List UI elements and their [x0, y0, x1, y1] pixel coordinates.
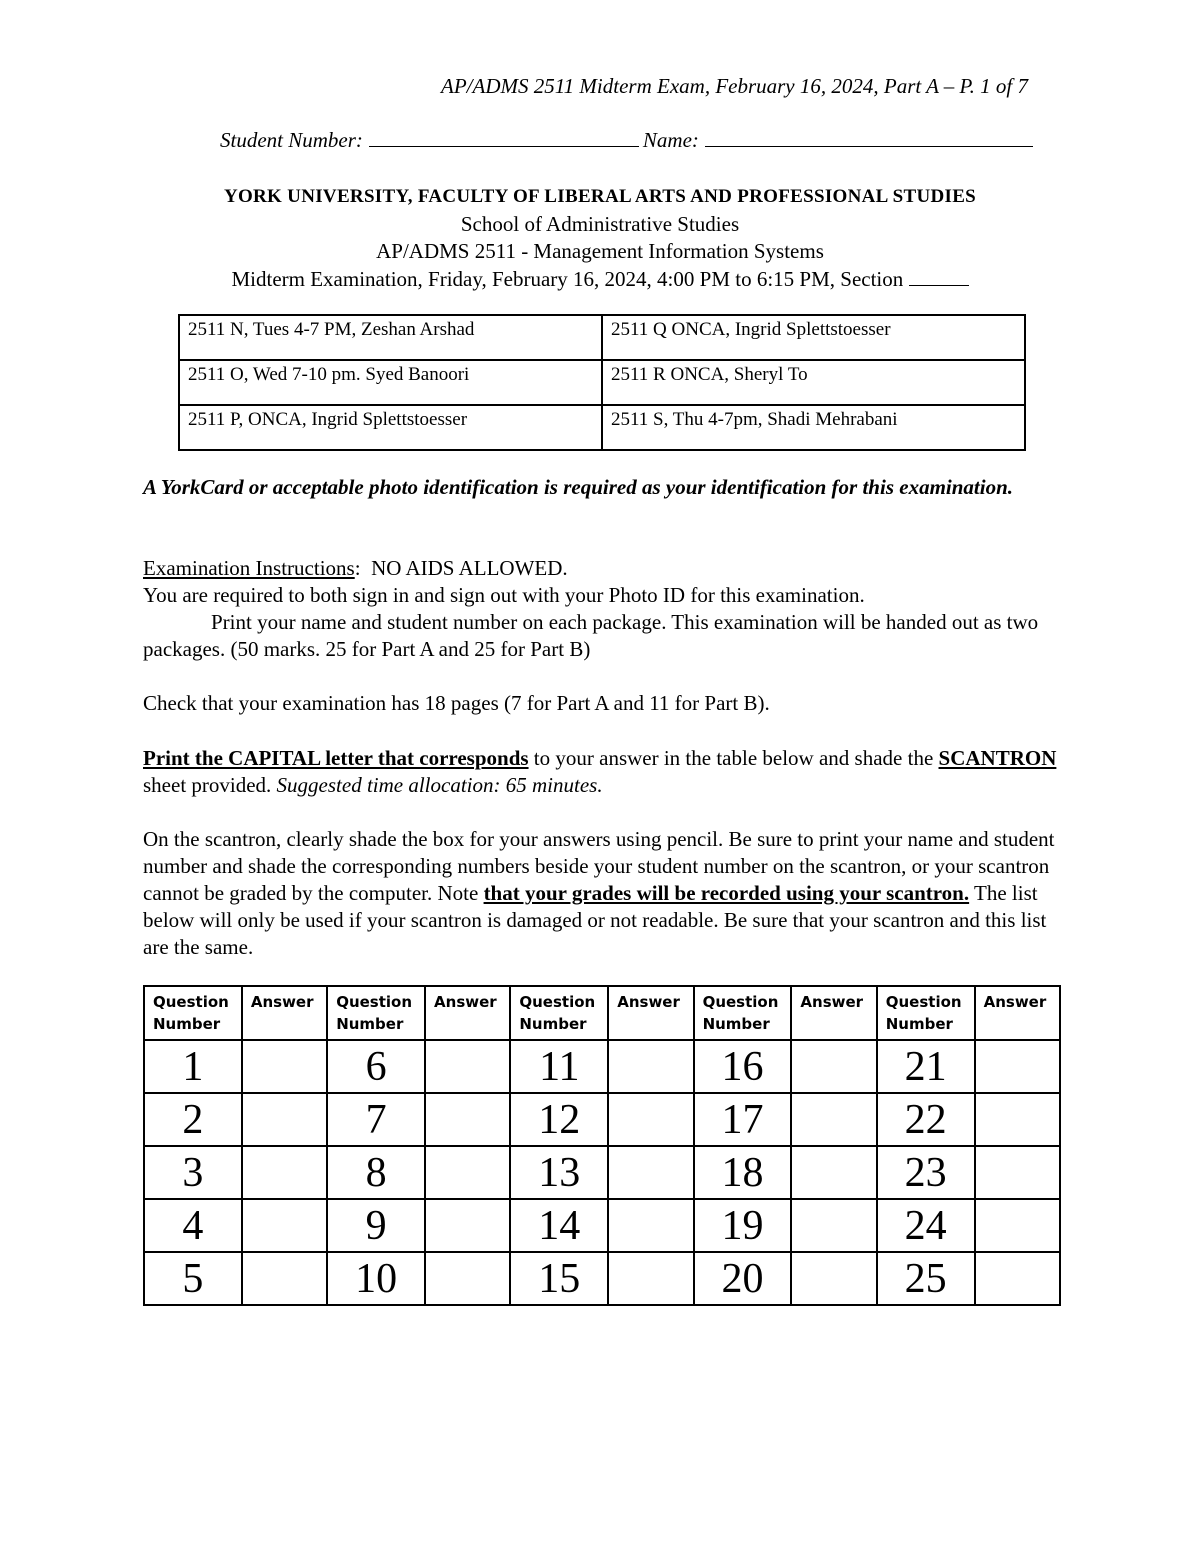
question-number: 3: [144, 1146, 242, 1199]
table-row: [144, 1040, 1060, 1093]
answer-cell[interactable]: [791, 1146, 876, 1199]
question-number: 21: [877, 1040, 975, 1093]
answer-cell[interactable]: [608, 1199, 693, 1252]
section-cell: 2511 Q ONCA, Ingrid Splettstoesser: [602, 315, 1025, 360]
section-cell: 2511 R ONCA, Sheryl To: [602, 360, 1025, 405]
scantron-para-bold: that your grades will be recorded using your scantron.: [483, 881, 970, 905]
table-row: [144, 1093, 1060, 1146]
answer-cell[interactable]: [608, 1252, 693, 1305]
answer-cell[interactable]: [425, 1199, 510, 1252]
school-name: School of Administrative Studies: [460, 211, 740, 236]
question-number: 25: [877, 1252, 975, 1305]
student-number-label: Student Number:: [220, 128, 363, 152]
table-row: [144, 1252, 1060, 1305]
question-number: 16: [694, 1040, 792, 1093]
course-title: AP/ADMS 2511 - Management Information Systems: [376, 239, 824, 263]
question-number-header: Question Number: [877, 986, 975, 1040]
check-pages-instruction: Check that your examination has 18 pages (7 for Part A and 11 for Part B).: [143, 691, 770, 715]
answer-table: [143, 985, 1061, 1306]
answer-cell[interactable]: [425, 1040, 510, 1093]
question-number: 1: [144, 1040, 242, 1093]
table-row: [144, 1199, 1060, 1252]
question-number: 8: [327, 1146, 425, 1199]
instructions-line: Examination Instructions: NO AIDS ALLOWED.: [143, 556, 568, 580]
section-cell: 2511 N, Tues 4-7 PM, Zeshan Arshad: [179, 315, 602, 360]
page-header: AP/ADMS 2511 Midterm Exam, February 16, 2024, Part A – P. 1 of 7: [441, 74, 1028, 98]
question-number: 2: [144, 1093, 242, 1146]
answer-cell[interactable]: [975, 1199, 1060, 1252]
sheet-provided: sheet provided.: [143, 773, 272, 797]
answer-cell[interactable]: [975, 1040, 1060, 1093]
instructions-block: [143, 555, 1063, 663]
question-number: 18: [694, 1146, 792, 1199]
id-requirement-note: A YorkCard or acceptable photo identification is required as your identification for this examination.: [143, 475, 1014, 499]
table-row: [179, 405, 1025, 450]
question-number-header: Question Number: [694, 986, 792, 1040]
question-number: 15: [510, 1252, 608, 1305]
capital-letter-instruction: [143, 745, 1063, 799]
question-number: 6: [327, 1040, 425, 1093]
time-allocation: Suggested time allocation: 65 minutes.: [276, 773, 603, 797]
instructions-label: Examination Instructions: [143, 556, 355, 580]
sections-table: [178, 314, 1026, 451]
answer-cell[interactable]: [791, 1040, 876, 1093]
question-number: 11: [510, 1040, 608, 1093]
question-number: 20: [694, 1252, 792, 1305]
answer-cell[interactable]: [242, 1199, 327, 1252]
answer-cell[interactable]: [791, 1093, 876, 1146]
answer-cell[interactable]: [608, 1040, 693, 1093]
answer-header: Answer: [425, 986, 510, 1040]
name-label: Name:: [642, 128, 699, 152]
scantron-word: SCANTRON: [938, 746, 1057, 770]
question-number: 4: [144, 1199, 242, 1252]
question-number-header: Question Number: [327, 986, 425, 1040]
student-number-blank[interactable]: [369, 128, 639, 147]
answer-cell[interactable]: [242, 1146, 327, 1199]
section-cell: 2511 S, Thu 4-7pm, Shadi Mehrabani: [602, 405, 1025, 450]
question-number: 19: [694, 1199, 792, 1252]
answer-cell[interactable]: [791, 1199, 876, 1252]
question-number: 24: [877, 1199, 975, 1252]
capital-letter-rest: to your answer in the table below and shade the: [533, 746, 934, 770]
answer-cell[interactable]: [608, 1093, 693, 1146]
table-row: [179, 315, 1025, 360]
question-number: 17: [694, 1093, 792, 1146]
table-header-row: [144, 986, 1060, 1040]
question-number: 12: [510, 1093, 608, 1146]
print-instruction: [143, 609, 1063, 663]
answer-cell[interactable]: [975, 1252, 1060, 1305]
section-cell: 2511 P, ONCA, Ingrid Splettstoesser: [179, 405, 602, 450]
no-aids-text: NO AIDS ALLOWED.: [371, 556, 568, 580]
answer-cell[interactable]: [242, 1040, 327, 1093]
exam-heading: [0, 183, 1200, 293]
question-number: 23: [877, 1146, 975, 1199]
question-number: 13: [510, 1146, 608, 1199]
scantron-instruction: [143, 826, 1063, 961]
question-number: 14: [510, 1199, 608, 1252]
table-row: [179, 360, 1025, 405]
question-number-header: Question Number: [144, 986, 242, 1040]
sign-instruction: You are required to both sign in and sign out with your Photo ID for this examination.: [143, 583, 865, 607]
question-number: 5: [144, 1252, 242, 1305]
section-cell: 2511 O, Wed 7-10 pm. Syed Banoori: [179, 360, 602, 405]
answer-cell[interactable]: [425, 1093, 510, 1146]
answer-header: Answer: [975, 986, 1060, 1040]
question-number-header: Question Number: [510, 986, 608, 1040]
question-number: 10: [327, 1252, 425, 1305]
name-blank[interactable]: [705, 128, 1033, 147]
university-title: YORK UNIVERSITY, FACULTY OF LIBERAL ARTS AND PROFESSIONAL STUDIES: [223, 186, 977, 207]
answer-header: Answer: [242, 986, 327, 1040]
answer-cell[interactable]: [975, 1146, 1060, 1199]
question-number: 9: [327, 1199, 425, 1252]
answer-cell[interactable]: [608, 1146, 693, 1199]
answer-cell[interactable]: [425, 1252, 510, 1305]
answer-cell[interactable]: [242, 1252, 327, 1305]
section-blank[interactable]: [909, 267, 969, 286]
question-number: 22: [877, 1093, 975, 1146]
capital-letter-bold: Print the CAPITAL letter that corresponds: [143, 746, 529, 770]
scantron-para-end: The list below will only be used if your scantron is damaged or not readable. Be sure that your scantron and this list are the same.: [143, 881, 1047, 959]
answer-cell[interactable]: [791, 1252, 876, 1305]
question-number: 7: [327, 1093, 425, 1146]
scantron-para-start: On the scantron, clearly shade the box for your answers using pencil. Be sure to print your name and student number and shade the corresponding numbers beside your student number on the scantron, or your scantron cannot be graded by the computer. Note: [143, 827, 1055, 905]
student-info-line: [220, 128, 1033, 153]
answer-cell[interactable]: [242, 1093, 327, 1146]
exam-info: [0, 266, 1200, 294]
answer-header: Answer: [791, 986, 876, 1040]
answer-cell[interactable]: [425, 1146, 510, 1199]
answer-header: Answer: [608, 986, 693, 1040]
exam-info-text: Midterm Examination, Friday, February 16, 2024, 4:00 PM to 6:15 PM, Section: [231, 266, 904, 291]
print-instruction-text: Print your name and student number on each package. This examination will be handed out as two packages. (50 marks. 25 for Part A and 25 for Part B): [143, 610, 1039, 661]
answer-cell[interactable]: [975, 1093, 1060, 1146]
table-row: [144, 1146, 1060, 1199]
